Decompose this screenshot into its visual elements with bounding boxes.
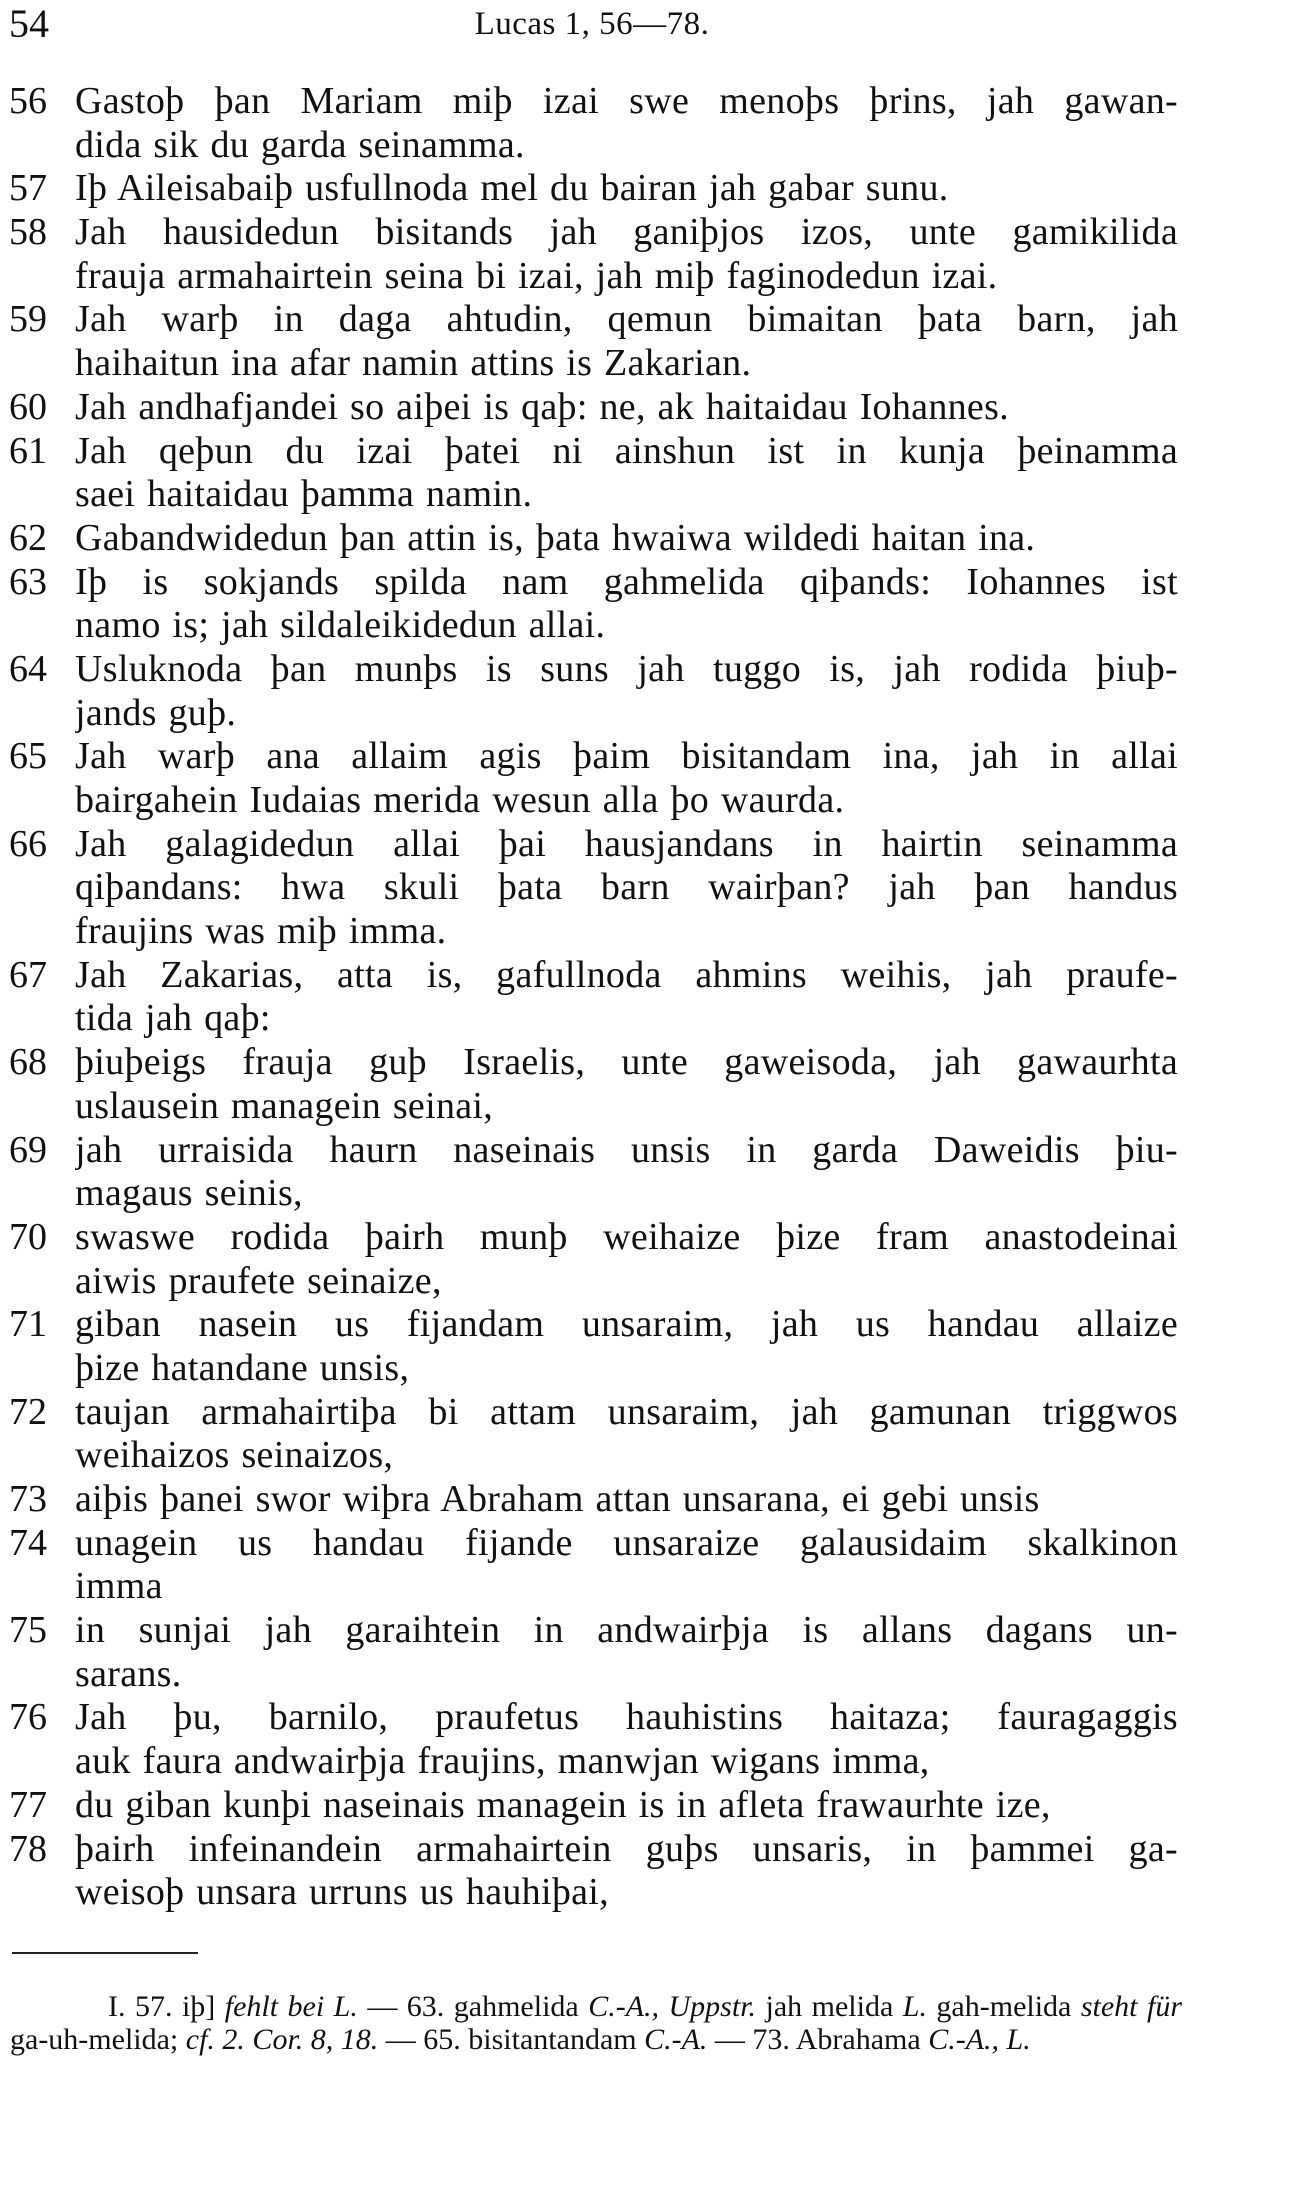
verse-line (0, 430, 1184, 474)
verse-line (0, 1216, 1184, 1260)
verse-text: fraujins was miþ imma. (75, 910, 447, 953)
verse-number: 72 (9, 1390, 47, 1433)
verse-continuation-line (0, 473, 1184, 517)
verse-text: weihaizos seinaizos, (75, 1434, 394, 1477)
verse-line (0, 954, 1184, 998)
verse-text: frauja armahairtein seina bi izai, jah miþ faginodedun izai. (75, 254, 998, 297)
verse-line (0, 1828, 1184, 1872)
verse-text: Usluknoda þan munþs is suns jah tuggo is, jah rodida þiuþ- (75, 647, 1178, 690)
verse-line (0, 1478, 1184, 1522)
verse-text: Jah qeþun du izai þatei ni ainshun ist in kunja þeinamma (75, 429, 1178, 472)
verse-text: aiþis þanei swor wiþra Abraham attan unsarana, ei gebi unsis (75, 1478, 1040, 1520)
verse-line (0, 1303, 1184, 1347)
footnote-rule (12, 1952, 198, 1954)
verse-continuation-line (0, 124, 1184, 168)
verse-number: 61 (9, 429, 47, 472)
verse-line (0, 735, 1184, 779)
footnote-text: — 63. gahmelida (357, 1990, 589, 2023)
running-head: Lucas 1, 56—78. (474, 6, 710, 42)
verse-text: Jah Zakarias, atta is, gafullnoda ahmins weihis, jah praufe- (75, 953, 1178, 996)
verse-line (0, 167, 1184, 211)
verse-line (0, 80, 1184, 124)
verse-number: 63 (9, 560, 47, 603)
verse-continuation-line (0, 1434, 1184, 1478)
verse-text: jah urraisida haurn naseinais unsis in garda Daweidis þiu- (75, 1128, 1178, 1171)
footnote-italic-text: C.-A., L. (928, 2023, 1031, 2056)
verse-continuation-line (0, 866, 1184, 910)
footnote-text: ga-uh-melida; (10, 2023, 186, 2056)
verse-number: 67 (9, 953, 47, 996)
verse-text: Iþ is sokjands spilda nam gahmelida qiþands: Iohannes ist (75, 560, 1178, 603)
verse-line (0, 517, 1184, 561)
verse-text: bairgahein Iudaias merida wesun alla þo waurda. (75, 779, 845, 821)
footnote-text: I. 57. iþ] (108, 1990, 225, 2023)
verse-number: 60 (9, 385, 47, 428)
verse-number: 71 (9, 1303, 47, 1346)
verse-number: 65 (9, 735, 47, 778)
verse-text: auk faura andwairþja fraujins, manwjan wigans imma, (75, 1740, 930, 1783)
verse-number: 56 (9, 80, 47, 122)
verse-number: 68 (9, 1041, 47, 1084)
verse-text: Jah warþ in daga ahtudin, qemun bimaitan þata barn, jah (75, 298, 1178, 341)
verse-text: þiuþeigs frauja guþ Israelis, unte gaweisoda, jah gawaurhta (75, 1041, 1178, 1084)
verse-line (0, 648, 1184, 692)
verse-text: weisoþ unsara urruns us hauhiþai, (75, 1871, 609, 1914)
verse-text: qiþandans: hwa skuli þata barn wairþan? jah þan handus (75, 866, 1178, 909)
verse-text: dida sik du garda seinamma. (75, 123, 525, 166)
verse-text: sarans. (75, 1652, 182, 1695)
verse-text: þairh infeinandein armahairtein guþs unsaris, in þammei ga- (75, 1827, 1178, 1870)
verse-number: 74 (9, 1521, 47, 1564)
footnote-italic-text: cf. 2. Cor. 8, 18. (185, 2023, 379, 2056)
verse-text: Jah andhafjandei so aiþei is qaþ: ne, ak haitaidau Iohannes. (75, 385, 1009, 428)
verse-line (0, 386, 1184, 430)
verse-text: Jah þu, barnilo, praufetus hauhistins haitaza; fauragaggis (75, 1696, 1178, 1739)
verse-line (0, 1391, 1184, 1435)
verse-number: 75 (9, 1609, 47, 1652)
verse-continuation-line (0, 1172, 1184, 1216)
verse-text: Gastoþ þan Mariam miþ izai swe menoþs þrins, jah gawan- (75, 80, 1178, 122)
footnote-text: gah-melida (926, 1990, 1081, 2023)
verse-continuation-line (0, 342, 1184, 386)
verse-line (0, 823, 1184, 867)
verse-line (0, 211, 1184, 255)
verse-text: jands guþ. (75, 691, 237, 734)
verse-text: giban nasein us fijandam unsaraim, jah us handau allaize (75, 1303, 1178, 1346)
verse-text: tida jah qaþ: (75, 997, 271, 1040)
footnote-text: — 73. Abrahama (707, 2023, 929, 2056)
verse-continuation-line (0, 1653, 1184, 1697)
verse-text: aiwis praufete seinaize, (75, 1259, 442, 1302)
verse-number: 66 (9, 822, 47, 865)
verse-number: 69 (9, 1128, 47, 1171)
verse-continuation-line (0, 604, 1184, 648)
footnote-text: — 65. bisitantandam (378, 2023, 645, 2056)
footnote-italic-text: fehlt bei L. (224, 1990, 358, 2023)
verse-number: 73 (9, 1478, 47, 1520)
verse-number: 59 (9, 298, 47, 341)
verse-number: 77 (9, 1783, 47, 1826)
footnote-italic-text: L. (902, 1990, 927, 2023)
verse-line (0, 1696, 1184, 1740)
verse-text: imma (75, 1565, 163, 1608)
verse-continuation-line (0, 1347, 1184, 1391)
verse-text: taujan armahairtiþa bi attam unsaraim, jah gamunan triggwos (75, 1390, 1178, 1433)
verse-number: 78 (9, 1827, 47, 1870)
footnote-italic-text: C.-A., Uppstr. (588, 1990, 757, 2023)
verse-line (0, 1522, 1184, 1566)
footnote-text: jah melida (756, 1990, 903, 2023)
verse-text: unagein us handau fijande unsaraize galausidaim skalkinon (75, 1521, 1178, 1564)
verse-continuation-line (0, 910, 1184, 954)
verse-text: Iþ Aileisabaiþ usfullnoda mel du bairan jah gabar sunu. (75, 167, 949, 210)
verse-number: 70 (9, 1215, 47, 1258)
verse-continuation-line (0, 255, 1184, 299)
verse-continuation-line (0, 997, 1184, 1041)
verse-continuation-line (0, 779, 1184, 823)
verse-continuation-line (0, 1565, 1184, 1609)
verse-line (0, 1609, 1184, 1653)
page-number: 54 (9, 1, 49, 46)
footnotes (10, 1990, 1182, 2056)
verse-continuation-line (0, 1740, 1184, 1784)
footnote-italic-text: C.-A. (644, 2023, 708, 2056)
verse-continuation-line (0, 1871, 1184, 1915)
verse-list (0, 80, 1184, 1915)
verse-number: 57 (9, 167, 47, 210)
verse-text: magaus seinis, (75, 1172, 303, 1215)
verse-line (0, 1784, 1184, 1828)
verse-text: Jah warþ ana allaim agis þaim bisitandam ina, jah in allai (75, 735, 1178, 778)
verse-text: in sunjai jah garaihtein in andwairþja is allans dagans un- (75, 1609, 1178, 1652)
verse-number: 64 (9, 647, 47, 690)
verse-text: du giban kunþi naseinais managein is in afleta frawaurhte ize, (75, 1783, 1051, 1826)
footnote-italic-text: steht für (1080, 1990, 1182, 2023)
verse-text: haihaitun ina afar namin attins is Zakarian. (75, 342, 752, 385)
verse-text: saei haitaidau þamma namin. (75, 473, 533, 516)
verse-line (0, 561, 1184, 605)
verse-text: Jah galagidedun allai þai hausjandans in hairtin seinamma (75, 822, 1178, 865)
verse-number: 62 (9, 516, 47, 559)
verse-text: swaswe rodida þairh munþ weihaize þize fram anastodeinai (75, 1215, 1178, 1258)
verse-number: 58 (9, 211, 47, 254)
verse-continuation-line (0, 1085, 1184, 1129)
verse-number: 76 (9, 1696, 47, 1739)
verse-text: namo is; jah sildaleikidedun allai. (75, 604, 606, 647)
verse-continuation-line (0, 692, 1184, 736)
verse-text: Gabandwidedun þan attin is, þata hwaiwa wildedi haitan ina. (75, 516, 1036, 559)
verse-text: Jah hausidedun bisitands jah ganiþjos izos, unte gamikilida (75, 211, 1178, 254)
verse-continuation-line (0, 1260, 1184, 1304)
verse-line (0, 298, 1184, 342)
verse-line (0, 1041, 1184, 1085)
verse-line (0, 1129, 1184, 1173)
verse-text: uslausein managein seinai, (75, 1084, 494, 1127)
verse-text: þize hatandane unsis, (75, 1346, 410, 1389)
